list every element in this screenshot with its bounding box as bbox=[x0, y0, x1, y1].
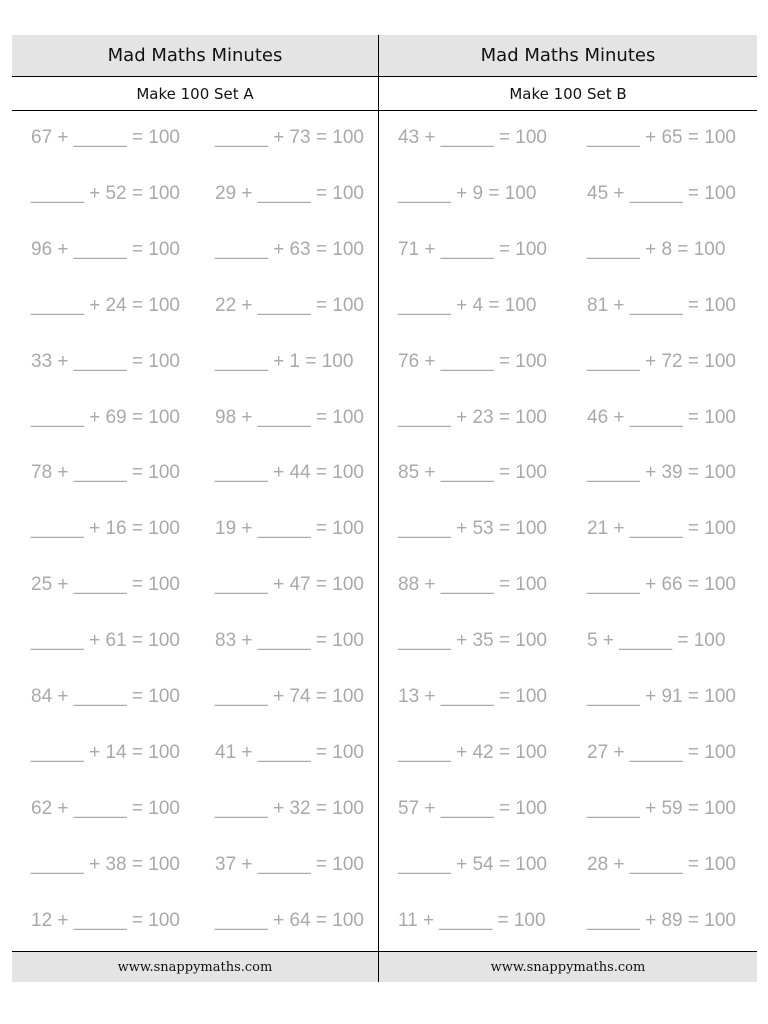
question-item: _____ + 64 = 100 bbox=[215, 909, 364, 931]
question-item: _____ + 61 = 100 bbox=[31, 630, 180, 652]
question-item: _____ + 66 = 100 bbox=[587, 574, 736, 596]
question-item: 27 + _____ = 100 bbox=[587, 741, 736, 763]
question-item: _____ + 1 = 100 bbox=[215, 350, 354, 372]
question-item: _____ + 53 = 100 bbox=[398, 518, 547, 540]
question-item: 62 + _____ = 100 bbox=[31, 797, 180, 819]
question-item: _____ + 23 = 100 bbox=[398, 406, 547, 428]
question-item: 57 + _____ = 100 bbox=[398, 797, 547, 819]
question-item: _____ + 65 = 100 bbox=[587, 127, 736, 148]
question-item: 41 + _____ = 100 bbox=[215, 741, 364, 763]
question-item: 85 + _____ = 100 bbox=[398, 462, 547, 484]
set-a-title: Mad Maths Minutes bbox=[12, 35, 378, 77]
set-b-title: Mad Maths Minutes bbox=[379, 35, 757, 77]
question-item: 84 + _____ = 100 bbox=[31, 686, 180, 707]
set-b-footer: www.snappymaths.com bbox=[379, 951, 757, 982]
question-item: _____ + 44 = 100 bbox=[215, 462, 364, 484]
question-item: _____ + 9 = 100 bbox=[398, 182, 537, 204]
question-item: 76 + _____ = 100 bbox=[398, 350, 547, 372]
question-item: _____ + 59 = 100 bbox=[587, 797, 736, 819]
question-item: _____ + 32 = 100 bbox=[215, 797, 364, 819]
question-item: 98 + _____ = 100 bbox=[215, 406, 364, 428]
question-item: 13 + _____ = 100 bbox=[398, 686, 547, 707]
question-item: _____ + 4 = 100 bbox=[398, 294, 537, 316]
question-item: 37 + _____ = 100 bbox=[215, 853, 364, 875]
question-item: 96 + _____ = 100 bbox=[31, 238, 180, 260]
question-item: _____ + 63 = 100 bbox=[215, 238, 364, 260]
question-item: 83 + _____ = 100 bbox=[215, 630, 364, 652]
question-item: 81 + _____ = 100 bbox=[587, 294, 736, 316]
set-b-questions bbox=[379, 111, 757, 951]
question-item: _____ + 47 = 100 bbox=[215, 574, 364, 596]
question-item: 11 + _____ = 100 bbox=[398, 909, 546, 931]
question-item: _____ + 8 = 100 bbox=[587, 238, 726, 260]
question-item: 12 + _____ = 100 bbox=[31, 909, 180, 931]
question-item: 28 + _____ = 100 bbox=[587, 853, 736, 875]
question-item: 67 + _____ = 100 bbox=[31, 127, 180, 148]
question-item: _____ + 69 = 100 bbox=[31, 406, 180, 428]
set-b-subtitle: Make 100 Set B bbox=[379, 77, 757, 111]
question-item: 43 + _____ = 100 bbox=[398, 127, 547, 148]
question-item: 5 + _____ = 100 bbox=[587, 630, 726, 652]
question-item: _____ + 52 = 100 bbox=[31, 182, 180, 204]
question-item: _____ + 89 = 100 bbox=[587, 909, 736, 931]
question-item: 29 + _____ = 100 bbox=[215, 182, 364, 204]
worksheet-set-a bbox=[12, 35, 379, 982]
question-item: _____ + 38 = 100 bbox=[31, 853, 180, 875]
question-item: _____ + 74 = 100 bbox=[215, 686, 364, 707]
worksheet bbox=[12, 35, 757, 982]
question-item: _____ + 72 = 100 bbox=[587, 350, 736, 372]
question-item: 25 + _____ = 100 bbox=[31, 574, 180, 596]
question-item: 19 + _____ = 100 bbox=[215, 518, 364, 540]
set-a-subtitle: Make 100 Set A bbox=[12, 77, 378, 111]
worksheet-set-b bbox=[379, 35, 757, 982]
question-item: 33 + _____ = 100 bbox=[31, 350, 180, 372]
question-item: 88 + _____ = 100 bbox=[398, 574, 547, 596]
question-item: 21 + _____ = 100 bbox=[587, 518, 736, 540]
question-item: _____ + 35 = 100 bbox=[398, 630, 547, 652]
question-item: 46 + _____ = 100 bbox=[587, 406, 736, 428]
question-item: _____ + 91 = 100 bbox=[587, 686, 736, 707]
question-item: 71 + _____ = 100 bbox=[398, 238, 547, 260]
question-item: _____ + 54 = 100 bbox=[398, 853, 547, 875]
question-item: _____ + 14 = 100 bbox=[31, 741, 180, 763]
question-item: 78 + _____ = 100 bbox=[31, 462, 180, 484]
question-item: _____ + 42 = 100 bbox=[398, 741, 547, 763]
question-item: _____ + 73 = 100 bbox=[215, 127, 364, 148]
question-item: _____ + 39 = 100 bbox=[587, 462, 736, 484]
question-item: 45 + _____ = 100 bbox=[587, 182, 736, 204]
set-a-questions bbox=[12, 111, 378, 951]
question-item: _____ + 16 = 100 bbox=[31, 518, 180, 540]
set-a-footer: www.snappymaths.com bbox=[12, 951, 378, 982]
question-item: _____ + 24 = 100 bbox=[31, 294, 180, 316]
question-item: 22 + _____ = 100 bbox=[215, 294, 364, 316]
